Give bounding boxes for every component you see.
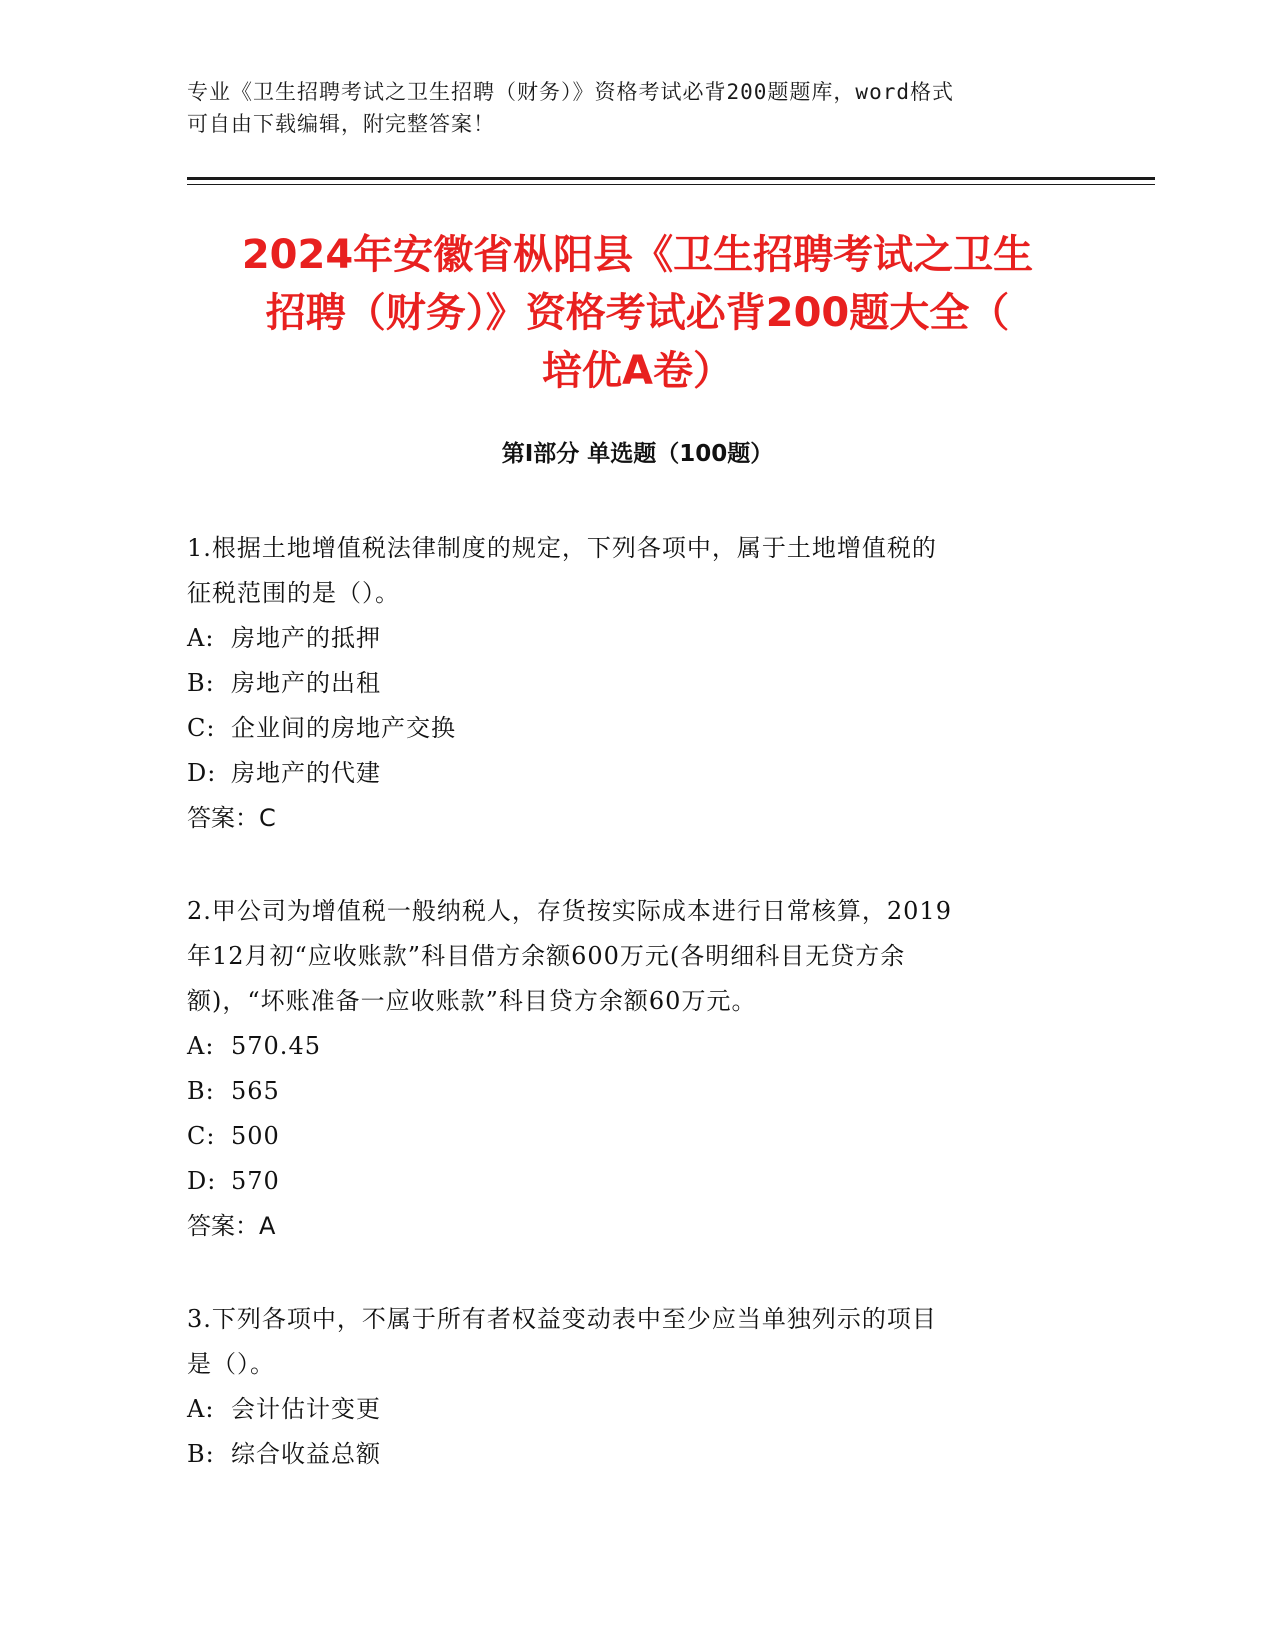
option-c — [187, 1114, 1067, 1159]
option-text: 企业间的房地产交换 — [231, 714, 456, 742]
question-stem — [187, 889, 1067, 1024]
option-letter: D: — [187, 759, 217, 787]
question-list — [187, 526, 1067, 1525]
option-a — [187, 1024, 1067, 1069]
option-letter: B: — [187, 669, 215, 697]
header-divider-thin — [187, 184, 1155, 185]
option-a — [187, 616, 1067, 661]
question-3 — [187, 1297, 1067, 1477]
question-stem-line: 年12月初“应收账款”科目借方余额600万元(各明细科目无贷方余 — [187, 942, 906, 970]
option-d — [187, 751, 1067, 796]
option-text: 570.45 — [231, 1032, 321, 1060]
option-text: 房地产的出租 — [231, 669, 381, 697]
question-stem-line: 征税范围的是（）。 — [187, 579, 400, 607]
option-text: 565 — [231, 1077, 280, 1105]
question-2 — [187, 889, 1067, 1249]
option-b — [187, 661, 1067, 706]
option-a — [187, 1387, 1067, 1432]
header-note — [187, 76, 1067, 140]
option-text: 房地产的代建 — [231, 759, 381, 787]
document-title — [170, 226, 1105, 400]
option-b — [187, 1432, 1067, 1477]
option-letter: D: — [187, 1167, 217, 1195]
option-text: 500 — [231, 1122, 280, 1150]
option-c — [187, 706, 1067, 751]
option-letter: A: — [187, 1032, 215, 1060]
question-stem — [187, 526, 1067, 616]
question-stem-line: 1.根据土地增值税法律制度的规定，下列各项中，属于土地增值税的 — [187, 534, 937, 562]
document-title-line-3: 培优A卷） — [542, 348, 733, 394]
answer-label: 答案：A — [187, 1212, 276, 1240]
question-stem-line: 3.下列各项中，不属于所有者权益变动表中至少应当单独列示的项目 — [187, 1305, 937, 1333]
question-stem — [187, 1297, 1067, 1387]
answer-label: 答案：C — [187, 804, 276, 832]
option-b — [187, 1069, 1067, 1114]
option-d — [187, 1159, 1067, 1204]
option-letter: B: — [187, 1077, 215, 1105]
document-title-line-1: 2024年安徽省枞阳县《卫生招聘考试之卫生 — [241, 232, 1034, 278]
option-text: 会计估计变更 — [231, 1395, 381, 1423]
option-text: 房地产的抵押 — [231, 624, 381, 652]
option-text: 综合收益总额 — [231, 1440, 381, 1468]
option-letter: B: — [187, 1440, 215, 1468]
header-divider-thick — [187, 177, 1155, 180]
option-letter: A: — [187, 1395, 215, 1423]
question-1 — [187, 526, 1067, 841]
question-stem-line: 2.甲公司为增值税一般纳税人，存货按实际成本进行日常核算，2019 — [187, 897, 952, 925]
option-letter: A: — [187, 624, 215, 652]
document-title-line-2: 招聘（财务）》资格考试必背200题大全（ — [265, 290, 1010, 336]
option-letter: C: — [187, 714, 216, 742]
option-letter: C: — [187, 1122, 216, 1150]
header-note-line-1: 专业《卫生招聘考试之卫生招聘（财务）》资格考试必背200题题库，word格式 — [187, 80, 954, 104]
question-stem-line: 是（）。 — [187, 1350, 275, 1378]
section-heading: 第Ⅰ部分 单选题（100题） — [501, 441, 774, 467]
option-text: 570 — [231, 1167, 280, 1195]
question-stem-line: 额)，“坏账准备一应收账款”科目贷方余额60万元。 — [187, 987, 757, 1015]
header-note-line-2: 可自由下载编辑，附完整答案！ — [187, 112, 495, 136]
